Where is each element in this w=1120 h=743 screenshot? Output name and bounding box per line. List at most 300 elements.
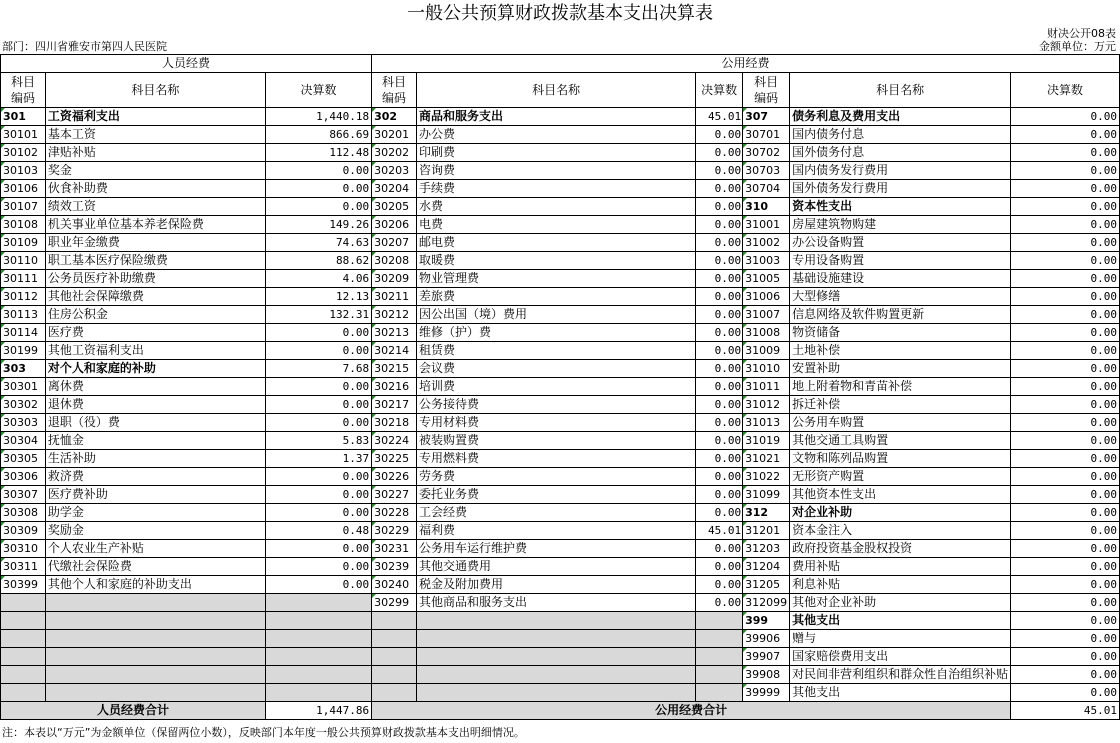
amount: 0.00 [696, 216, 743, 234]
subject-name: 工会经费 [417, 504, 696, 522]
subject-code: 30224 [372, 432, 417, 450]
subject-code [1, 594, 46, 612]
subject-name: 电费 [417, 216, 696, 234]
col-code-header: 科目 编码 [1, 73, 46, 108]
table-row [1, 468, 1120, 486]
subject-code: 31010 [743, 360, 790, 378]
amount: 0.00 [696, 324, 743, 342]
subject-name: 其他对企业补助 [790, 594, 1011, 612]
subject-name: 无形资产购置 [790, 468, 1011, 486]
subject-code: 30702 [743, 144, 790, 162]
table-row [1, 540, 1120, 558]
subject-name: 办公费 [417, 126, 696, 144]
amount: 0.00 [696, 162, 743, 180]
subject-name: 赠与 [790, 630, 1011, 648]
amount: 0.00 [265, 396, 371, 414]
subject-name: 利息补贴 [790, 576, 1011, 594]
amount: 0.00 [1011, 468, 1120, 486]
subject-name: 维修（护）费 [417, 324, 696, 342]
group-personnel: 人员经费 [1, 55, 372, 73]
subject-code: 310 [743, 198, 790, 216]
amount [265, 684, 371, 702]
amount: 5.83 [265, 432, 371, 450]
subject-code: 303 [1, 360, 46, 378]
subject-name: 生活补助 [45, 450, 265, 468]
subject-name: 因公出国（境）费用 [417, 306, 696, 324]
table-row [1, 270, 1120, 288]
table-row [1, 684, 1120, 702]
amount: 0.00 [1011, 576, 1120, 594]
subject-name: 国内债务发行费用 [790, 162, 1011, 180]
subject-code: 30311 [1, 558, 46, 576]
personnel-total-value: 1,447.86 [265, 702, 371, 720]
amount: 0.00 [696, 126, 743, 144]
subject-code: 30206 [372, 216, 417, 234]
subject-code: 30212 [372, 306, 417, 324]
subject-code: 30107 [1, 198, 46, 216]
amount [265, 612, 371, 630]
col-amount-header: 决算数 [265, 73, 371, 108]
subject-name: 安置补助 [790, 360, 1011, 378]
amount: 0.00 [696, 558, 743, 576]
subject-code: 30103 [1, 162, 46, 180]
table-row [1, 162, 1120, 180]
subject-name: 办公设备购置 [790, 234, 1011, 252]
subject-code: 30701 [743, 126, 790, 144]
subject-code [1, 630, 46, 648]
subject-code: 30308 [1, 504, 46, 522]
subject-code: 30211 [372, 288, 417, 306]
subject-code [372, 666, 417, 684]
subject-name: 离休费 [45, 378, 265, 396]
subject-code: 30217 [372, 396, 417, 414]
subject-code: 31203 [743, 540, 790, 558]
amount [696, 630, 743, 648]
amount: 0.00 [1011, 324, 1120, 342]
subject-name: 抚恤金 [45, 432, 265, 450]
table-row [1, 108, 1120, 126]
subject-name: 救济费 [45, 468, 265, 486]
subject-code: 312099 [743, 594, 790, 612]
column-header-row [1, 73, 1120, 108]
amount: 0.00 [1011, 522, 1120, 540]
subject-name [45, 684, 265, 702]
amount: 88.62 [265, 252, 371, 270]
amount: 0.00 [1011, 666, 1120, 684]
table-row [1, 630, 1120, 648]
amount: 0.00 [1011, 378, 1120, 396]
amount: 45.01 [696, 522, 743, 540]
table-row [1, 504, 1120, 522]
subject-name: 奖励金 [45, 522, 265, 540]
amount: 0.00 [1011, 360, 1120, 378]
subject-name: 其他工资福利支出 [45, 342, 265, 360]
amount: 0.00 [1011, 198, 1120, 216]
amount: 0.00 [696, 180, 743, 198]
subject-code: 30110 [1, 252, 46, 270]
table-row [1, 252, 1120, 270]
subject-name: 其他商品和服务支出 [417, 594, 696, 612]
subject-name: 福利费 [417, 522, 696, 540]
amount: 0.00 [696, 378, 743, 396]
amount: 0.00 [1011, 306, 1120, 324]
col-amount-header: 决算数 [696, 73, 743, 108]
subject-code: 30231 [372, 540, 417, 558]
amount: 0.00 [265, 504, 371, 522]
subject-name: 其他社会保障缴费 [45, 288, 265, 306]
table-row [1, 378, 1120, 396]
subject-name: 物资储备 [790, 324, 1011, 342]
amount: 45.01 [696, 108, 743, 126]
amount: 0.00 [1011, 684, 1120, 702]
subject-code: 30309 [1, 522, 46, 540]
subject-name: 税金及附加费用 [417, 576, 696, 594]
amount: 0.00 [696, 576, 743, 594]
subject-name: 国家赔偿费用支出 [790, 648, 1011, 666]
subject-code: 31008 [743, 324, 790, 342]
subject-name: 手续费 [417, 180, 696, 198]
subject-name: 职工基本医疗保险缴费 [45, 252, 265, 270]
subject-code: 30306 [1, 468, 46, 486]
subject-name: 医疗费 [45, 324, 265, 342]
subject-name: 被装购置费 [417, 432, 696, 450]
subject-code [372, 612, 417, 630]
subject-name: 工资福利支出 [45, 108, 265, 126]
subject-code: 30310 [1, 540, 46, 558]
subject-code: 30305 [1, 450, 46, 468]
subject-name: 水费 [417, 198, 696, 216]
subject-name: 租赁费 [417, 342, 696, 360]
amount: 0.00 [265, 486, 371, 504]
amount: 112.48 [265, 144, 371, 162]
amount [265, 594, 371, 612]
subject-name: 公务用车运行维护费 [417, 540, 696, 558]
subject-code: 30202 [372, 144, 417, 162]
table-row [1, 216, 1120, 234]
subject-code: 30207 [372, 234, 417, 252]
table-row [1, 558, 1120, 576]
subject-code: 31005 [743, 270, 790, 288]
subject-name [417, 612, 696, 630]
group-header-row [1, 55, 1120, 73]
subject-code: 30227 [372, 486, 417, 504]
subject-code: 31012 [743, 396, 790, 414]
public-total-value: 45.01 [1011, 702, 1120, 720]
subject-code: 30113 [1, 306, 46, 324]
subject-name: 伙食补助费 [45, 180, 265, 198]
amount: 0.00 [1011, 126, 1120, 144]
col-code-header: 科目 编码 [372, 73, 417, 108]
amount: 0.00 [1011, 288, 1120, 306]
subject-code: 30215 [372, 360, 417, 378]
report-title: 一般公共预算财政拨款基本支出决算表 [407, 3, 713, 24]
subject-name: 培训费 [417, 378, 696, 396]
subject-name: 对民间非营利组织和群众性自治组织补贴 [790, 666, 1011, 684]
amount: 0.00 [1011, 612, 1120, 630]
col-code-header: 科目 编码 [743, 73, 790, 108]
table-row [1, 180, 1120, 198]
amount: 0.00 [696, 468, 743, 486]
subject-code: 31201 [743, 522, 790, 540]
amount: 0.00 [696, 306, 743, 324]
subject-code: 31007 [743, 306, 790, 324]
subject-name: 公务接待费 [417, 396, 696, 414]
subject-code: 30216 [372, 378, 417, 396]
amount [696, 684, 743, 702]
subject-name [417, 666, 696, 684]
table-row [1, 486, 1120, 504]
amount: 0.00 [1011, 162, 1120, 180]
subject-name: 物业管理费 [417, 270, 696, 288]
subject-code: 30201 [372, 126, 417, 144]
amount [696, 612, 743, 630]
amount: 0.00 [1011, 540, 1120, 558]
subject-code: 30114 [1, 324, 46, 342]
amount [265, 666, 371, 684]
subject-name: 公务员医疗补助缴费 [45, 270, 265, 288]
subject-name: 奖金 [45, 162, 265, 180]
subject-name: 其他资本性支出 [790, 486, 1011, 504]
subject-name: 助学金 [45, 504, 265, 522]
subject-code: 31011 [743, 378, 790, 396]
table-row [1, 144, 1120, 162]
subject-name: 委托业务费 [417, 486, 696, 504]
subject-code: 30303 [1, 414, 46, 432]
subject-name: 其他交通工具购置 [790, 432, 1011, 450]
subject-code: 39907 [743, 648, 790, 666]
subject-code: 31006 [743, 288, 790, 306]
subject-code: 31021 [743, 450, 790, 468]
subject-name: 医疗费补助 [45, 486, 265, 504]
table-row [1, 450, 1120, 468]
table-row [1, 666, 1120, 684]
amount: 0.00 [265, 342, 371, 360]
meta-row [0, 40, 1120, 53]
amount [696, 648, 743, 666]
subject-name [45, 630, 265, 648]
subject-name: 其他支出 [790, 684, 1011, 702]
amount: 0.00 [265, 162, 371, 180]
table-row [1, 648, 1120, 666]
subject-name: 国内债务付息 [790, 126, 1011, 144]
amount: 0.00 [265, 576, 371, 594]
amount: 0.00 [1011, 252, 1120, 270]
amount: 0.00 [696, 144, 743, 162]
subject-code: 39999 [743, 684, 790, 702]
amount: 149.26 [265, 216, 371, 234]
subject-code: 31204 [743, 558, 790, 576]
subject-name: 对企业补助 [790, 504, 1011, 522]
amount: 0.00 [1011, 180, 1120, 198]
department-label: 部门：四川省雅安市第四人民医院 [2, 40, 167, 53]
subject-code: 31001 [743, 216, 790, 234]
subject-name: 债务利息及费用支出 [790, 108, 1011, 126]
amount: 0.00 [1011, 414, 1120, 432]
subject-name: 津贴补贴 [45, 144, 265, 162]
amount: 0.00 [1011, 270, 1120, 288]
subject-code: 31003 [743, 252, 790, 270]
amount: 7.68 [265, 360, 371, 378]
subject-name: 差旅费 [417, 288, 696, 306]
table-row [1, 198, 1120, 216]
subject-name: 资本金注入 [790, 522, 1011, 540]
subject-name: 代缴社会保险费 [45, 558, 265, 576]
amount: 0.48 [265, 522, 371, 540]
subject-code: 30704 [743, 180, 790, 198]
subject-name: 基础设施建设 [790, 270, 1011, 288]
subject-name: 退职（役）费 [45, 414, 265, 432]
public-total-label: 公用经费合计 [372, 702, 1011, 720]
amount: 0.00 [1011, 648, 1120, 666]
amount: 0.00 [696, 396, 743, 414]
amount: 0.00 [265, 324, 371, 342]
amount: 0.00 [696, 198, 743, 216]
subject-name: 专用设备购置 [790, 252, 1011, 270]
subject-code: 30208 [372, 252, 417, 270]
personnel-total-label: 人员经费合计 [1, 702, 266, 720]
table-row [1, 396, 1120, 414]
table-number-row [0, 27, 1120, 40]
subject-name: 其他支出 [790, 612, 1011, 630]
table-row [1, 522, 1120, 540]
amount [265, 648, 371, 666]
subject-name: 其他交通费用 [417, 558, 696, 576]
subject-code: 30239 [372, 558, 417, 576]
table-row [1, 414, 1120, 432]
subject-code: 312 [743, 504, 790, 522]
amount: 0.00 [696, 594, 743, 612]
amount: 0.00 [265, 378, 371, 396]
amount: 0.00 [696, 486, 743, 504]
amount: 0.00 [696, 342, 743, 360]
subject-code: 302 [372, 108, 417, 126]
subject-name: 会议费 [417, 360, 696, 378]
subject-code [1, 648, 46, 666]
group-public: 公用经费 [372, 55, 1120, 73]
col-name-header: 科目名称 [45, 73, 265, 108]
subject-code: 31019 [743, 432, 790, 450]
subject-name: 国外债务付息 [790, 144, 1011, 162]
totals-row [1, 702, 1120, 720]
table-row [1, 324, 1120, 342]
subject-name: 机关事业单位基本养老保险费 [45, 216, 265, 234]
amount: 0.00 [265, 414, 371, 432]
subject-code: 30218 [372, 414, 417, 432]
subject-name: 国外债务发行费用 [790, 180, 1011, 198]
subject-code: 31013 [743, 414, 790, 432]
subject-name [417, 648, 696, 666]
subject-name: 个人农业生产补贴 [45, 540, 265, 558]
subject-name [45, 612, 265, 630]
amount: 0.00 [1011, 144, 1120, 162]
amount: 0.00 [1011, 108, 1120, 126]
subject-code: 30307 [1, 486, 46, 504]
amount: 0.00 [696, 432, 743, 450]
amount: 0.00 [1011, 558, 1120, 576]
amount: 0.00 [696, 414, 743, 432]
subject-name: 商品和服务支出 [417, 108, 696, 126]
subject-code: 30199 [1, 342, 46, 360]
subject-name [45, 666, 265, 684]
subject-name: 劳务费 [417, 468, 696, 486]
subject-name: 专用材料费 [417, 414, 696, 432]
table-row [1, 306, 1120, 324]
subject-code: 39908 [743, 666, 790, 684]
amount: 0.00 [696, 450, 743, 468]
subject-code: 30213 [372, 324, 417, 342]
subject-name: 专用燃料费 [417, 450, 696, 468]
subject-code: 30240 [372, 576, 417, 594]
subject-code: 30108 [1, 216, 46, 234]
subject-code: 30302 [1, 396, 46, 414]
amount: 866.69 [265, 126, 371, 144]
subject-code: 30703 [743, 162, 790, 180]
amount: 0.00 [265, 198, 371, 216]
subject-name: 公务用车购置 [790, 414, 1011, 432]
subject-code: 30301 [1, 378, 46, 396]
subject-name [417, 630, 696, 648]
subject-code: 30112 [1, 288, 46, 306]
col-amount-header: 决算数 [1011, 73, 1120, 108]
subject-name: 对个人和家庭的补助 [45, 360, 265, 378]
subject-code: 30226 [372, 468, 417, 486]
subject-name: 地上附着物和青苗补偿 [790, 378, 1011, 396]
subject-code: 307 [743, 108, 790, 126]
subject-code: 30228 [372, 504, 417, 522]
subject-code: 31009 [743, 342, 790, 360]
amount: 0.00 [696, 540, 743, 558]
amount: 0.00 [696, 360, 743, 378]
amount: 0.00 [1011, 342, 1120, 360]
subject-code: 30205 [372, 198, 417, 216]
footnote: 注：本表以“万元”为金额单位（保留两位小数），反映部门本年度一般公共预算财政拨款基本支出明细情况。 [2, 726, 525, 739]
col-name-header: 科目名称 [417, 73, 696, 108]
subject-code: 30111 [1, 270, 46, 288]
subject-code: 399 [743, 612, 790, 630]
table-row [1, 126, 1120, 144]
amount: 132.31 [265, 306, 371, 324]
col-name-header: 科目名称 [790, 73, 1011, 108]
amount: 0.00 [1011, 594, 1120, 612]
amount: 0.00 [1011, 396, 1120, 414]
amount: 74.63 [265, 234, 371, 252]
amount: 1.37 [265, 450, 371, 468]
subject-name: 费用补贴 [790, 558, 1011, 576]
amount: 0.00 [696, 504, 743, 522]
amount: 0.00 [696, 288, 743, 306]
subject-code: 30299 [372, 594, 417, 612]
table-row [1, 594, 1120, 612]
subject-name [417, 684, 696, 702]
subject-name: 退休费 [45, 396, 265, 414]
amount: 0.00 [1011, 216, 1120, 234]
subject-code: 30304 [1, 432, 46, 450]
subject-name [45, 648, 265, 666]
subject-code: 30204 [372, 180, 417, 198]
subject-name: 绩效工资 [45, 198, 265, 216]
subject-code: 31099 [743, 486, 790, 504]
amount [696, 666, 743, 684]
amount: 0.00 [1011, 504, 1120, 522]
subject-code [1, 684, 46, 702]
amount: 0.00 [696, 270, 743, 288]
amount: 0.00 [265, 180, 371, 198]
subject-name [45, 594, 265, 612]
subject-code: 31002 [743, 234, 790, 252]
subject-name: 土地补偿 [790, 342, 1011, 360]
subject-code: 30225 [372, 450, 417, 468]
amount: 0.00 [1011, 432, 1120, 450]
